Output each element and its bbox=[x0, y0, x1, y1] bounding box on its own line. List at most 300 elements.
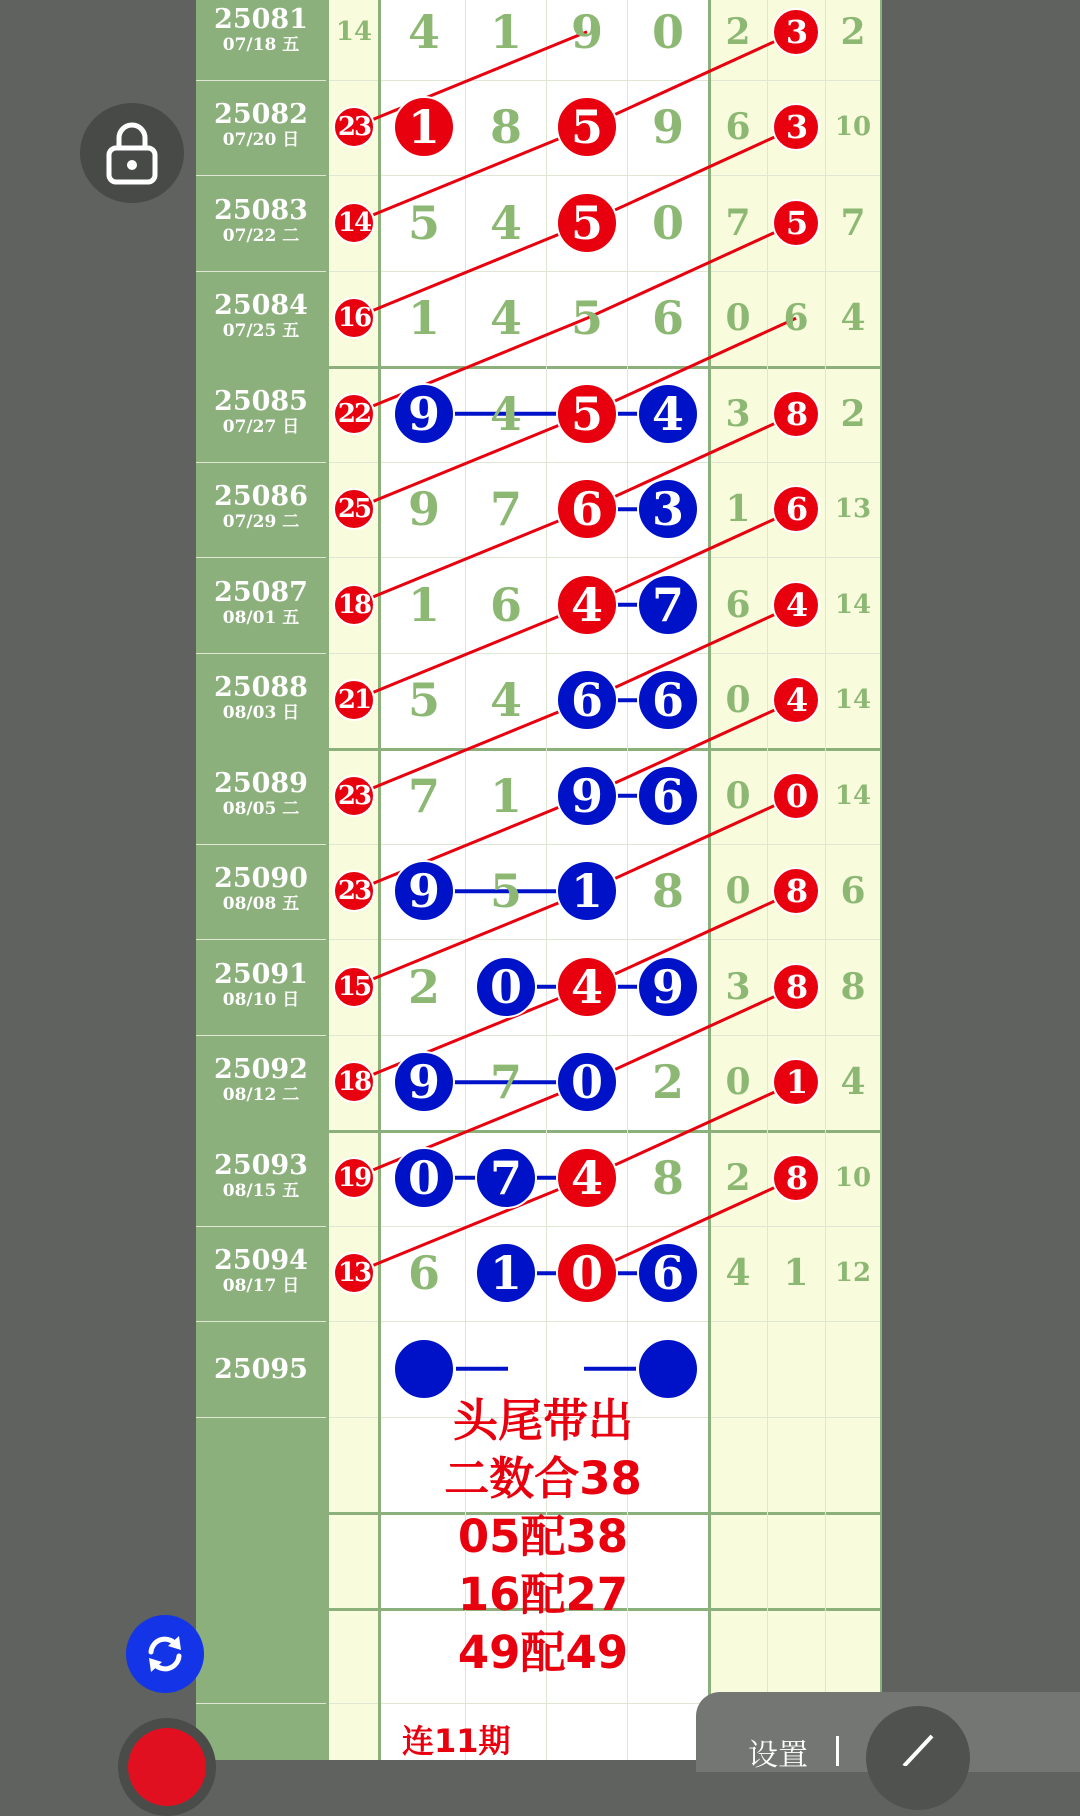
digit-cell bbox=[474, 191, 538, 255]
period-date: 08/17 日 bbox=[222, 1276, 300, 1297]
prediction-ball bbox=[637, 1338, 699, 1400]
sum-cell bbox=[332, 869, 376, 913]
side-cell bbox=[828, 866, 878, 916]
digit-ball: 4 bbox=[556, 956, 618, 1018]
sum-cell bbox=[332, 201, 376, 245]
digit-cell bbox=[474, 1146, 538, 1210]
digit-cell bbox=[392, 0, 456, 64]
digit-cell bbox=[474, 668, 538, 732]
period-label bbox=[196, 673, 326, 723]
digit-value: 9 bbox=[407, 482, 440, 537]
side-cell bbox=[828, 675, 878, 725]
digit-value: 2 bbox=[407, 959, 440, 1014]
digit-cell bbox=[555, 573, 619, 637]
digit-cell bbox=[636, 286, 700, 350]
side-cell bbox=[771, 962, 821, 1012]
digit-cell bbox=[474, 382, 538, 446]
digit-ball: 3 bbox=[637, 478, 699, 540]
side-value: 4 bbox=[840, 297, 866, 340]
side-ball: 8 bbox=[772, 963, 820, 1011]
prediction-ball bbox=[393, 1338, 455, 1400]
digit-ball: 6 bbox=[637, 669, 699, 731]
digit-ball: 4 bbox=[637, 383, 699, 445]
sync-button[interactable] bbox=[126, 1615, 204, 1693]
digit-cell bbox=[636, 191, 700, 255]
sum-ball: 18 bbox=[333, 584, 375, 626]
digit-cell bbox=[555, 859, 619, 923]
side-ball: 4 bbox=[772, 581, 820, 629]
digit-cell bbox=[636, 1241, 700, 1305]
connector-line bbox=[354, 796, 587, 892]
sum-ball: 22 bbox=[333, 393, 375, 435]
digit-value: 0 bbox=[651, 195, 684, 250]
side-value: 2 bbox=[725, 10, 751, 53]
period-date: 08/08 五 bbox=[222, 894, 300, 915]
side-cell bbox=[771, 771, 821, 821]
digit-ball: 7 bbox=[637, 574, 699, 636]
connector-line bbox=[354, 127, 587, 223]
period-date: 08/03 日 bbox=[222, 703, 300, 724]
period-number: 25085 bbox=[214, 385, 308, 417]
digit-cell bbox=[555, 955, 619, 1019]
period-number: 25081 bbox=[214, 3, 308, 35]
sum-cell bbox=[329, 7, 379, 57]
side-value: 3 bbox=[725, 965, 751, 1008]
connector-line bbox=[354, 509, 587, 605]
digit-value: 0 bbox=[651, 4, 684, 59]
side-value: 1 bbox=[783, 1252, 809, 1295]
side-value: 10 bbox=[834, 1162, 872, 1193]
sum-ball: 23 bbox=[333, 106, 375, 148]
side-ball: 3 bbox=[772, 103, 820, 151]
period-date: 08/05 二 bbox=[222, 798, 300, 819]
period-number: 25093 bbox=[214, 1149, 308, 1181]
connector-line bbox=[354, 700, 587, 796]
digit-ball: 9 bbox=[393, 860, 455, 922]
side-value: 14 bbox=[834, 685, 872, 716]
side-cell bbox=[828, 7, 878, 57]
period-label bbox=[196, 1355, 326, 1385]
period-label bbox=[196, 578, 326, 628]
sum-cell bbox=[332, 965, 376, 1009]
period-label bbox=[196, 5, 326, 55]
streak-note: 连11期 bbox=[402, 1722, 511, 1760]
connector-line bbox=[354, 987, 587, 1083]
digit-cell bbox=[555, 0, 619, 64]
connector-line bbox=[354, 223, 587, 319]
period-date: 08/12 二 bbox=[222, 1085, 300, 1106]
digit-cell bbox=[555, 764, 619, 828]
side-cell bbox=[771, 866, 821, 916]
period-date: 07/27 日 bbox=[222, 416, 300, 437]
side-cell bbox=[713, 102, 763, 152]
connector-line bbox=[354, 1178, 587, 1274]
period-date: 08/15 五 bbox=[222, 1180, 300, 1201]
side-ball: 8 bbox=[772, 867, 820, 915]
period-number: 25084 bbox=[214, 290, 308, 322]
side-value: 6 bbox=[725, 583, 751, 626]
note-line: 二数合38 bbox=[444, 1452, 642, 1505]
side-value: 12 bbox=[834, 1258, 872, 1289]
side-cell bbox=[713, 1057, 763, 1107]
period-number: 25089 bbox=[214, 767, 308, 799]
sum-cell bbox=[332, 487, 376, 531]
digit-cell bbox=[636, 95, 700, 159]
side-cell bbox=[771, 675, 821, 725]
digit-cell bbox=[636, 955, 700, 1019]
side-cell bbox=[828, 389, 878, 439]
digit-value: 5 bbox=[570, 291, 603, 346]
digit-cell bbox=[474, 0, 538, 64]
side-value: 6 bbox=[840, 870, 866, 913]
period-date: 08/01 五 bbox=[222, 607, 300, 628]
side-cell bbox=[771, 7, 821, 57]
digit-value: 7 bbox=[489, 1055, 522, 1110]
side-cell bbox=[713, 198, 763, 248]
digit-value: 2 bbox=[651, 1055, 684, 1110]
side-cell bbox=[713, 389, 763, 439]
side-value: 2 bbox=[725, 1156, 751, 1199]
digit-value: 8 bbox=[651, 1150, 684, 1205]
side-cell bbox=[771, 293, 821, 343]
digit-value: 7 bbox=[489, 482, 522, 537]
digit-value: 8 bbox=[489, 100, 522, 155]
sum-cell bbox=[332, 1251, 376, 1295]
side-ball: 0 bbox=[772, 772, 820, 820]
digit-cell bbox=[392, 859, 456, 923]
side-cell bbox=[828, 962, 878, 1012]
sum-cell bbox=[332, 583, 376, 627]
digit-cell bbox=[392, 477, 456, 541]
side-value: 10 bbox=[834, 112, 872, 143]
digit-cell bbox=[474, 477, 538, 541]
digit-cell bbox=[474, 859, 538, 923]
digit-ball: 6 bbox=[556, 669, 618, 731]
side-value: 8 bbox=[840, 965, 866, 1008]
digit-value: 6 bbox=[407, 1246, 440, 1301]
side-value: 0 bbox=[725, 870, 751, 913]
digit-value: 4 bbox=[489, 291, 522, 346]
period-number: 25088 bbox=[214, 672, 308, 704]
digit-cell bbox=[636, 668, 700, 732]
side-cell bbox=[771, 484, 821, 534]
digit-ball: 0 bbox=[556, 1242, 618, 1304]
side-cell bbox=[713, 962, 763, 1012]
side-value: 2 bbox=[840, 392, 866, 435]
sum-value: 14 bbox=[335, 16, 373, 47]
digit-ball: 9 bbox=[556, 765, 618, 827]
sum-ball: 18 bbox=[333, 1061, 375, 1103]
trend-chart[interactable] bbox=[196, 0, 882, 1760]
side-cell bbox=[828, 771, 878, 821]
digit-value: 5 bbox=[407, 195, 440, 250]
side-ball: 5 bbox=[772, 199, 820, 247]
side-value: 7 bbox=[840, 201, 866, 244]
period-label bbox=[196, 196, 326, 246]
sum-ball: 19 bbox=[333, 1157, 375, 1199]
period-label bbox=[196, 387, 326, 437]
digit-ball: 9 bbox=[393, 1051, 455, 1113]
digit-cell bbox=[636, 382, 700, 446]
side-ball: 1 bbox=[772, 1058, 820, 1106]
sum-cell bbox=[332, 678, 376, 722]
digit-value: 1 bbox=[489, 768, 522, 823]
period-label bbox=[196, 1246, 326, 1296]
note-line: 05配38 bbox=[457, 1510, 629, 1563]
digit-ball: 1 bbox=[556, 860, 618, 922]
note-line: 16配27 bbox=[457, 1568, 629, 1621]
digit-cell bbox=[474, 95, 538, 159]
digit-cell bbox=[392, 95, 456, 159]
digit-cell bbox=[555, 1146, 619, 1210]
side-cell bbox=[713, 675, 763, 725]
period-date: 08/10 日 bbox=[222, 989, 300, 1010]
side-ball: 3 bbox=[772, 8, 820, 56]
period-label bbox=[196, 482, 326, 532]
digit-value: 5 bbox=[407, 673, 440, 728]
side-cell bbox=[828, 293, 878, 343]
connector-line bbox=[354, 318, 587, 414]
sum-cell bbox=[332, 1156, 376, 1200]
digit-cell bbox=[392, 191, 456, 255]
digit-ball: 7 bbox=[475, 1147, 537, 1209]
side-value: 6 bbox=[725, 106, 751, 149]
period-date: 07/29 二 bbox=[222, 512, 300, 533]
connector-line bbox=[354, 32, 587, 128]
period-number: 25094 bbox=[214, 1245, 308, 1277]
period-label bbox=[196, 1151, 326, 1201]
sum-ball: 13 bbox=[333, 1252, 375, 1294]
connector-line bbox=[354, 414, 587, 510]
digit-value: 8 bbox=[651, 864, 684, 919]
digit-ball: 6 bbox=[637, 1242, 699, 1304]
period-date: 07/22 二 bbox=[222, 225, 300, 246]
digit-value: 9 bbox=[651, 100, 684, 155]
digit-ball: 0 bbox=[556, 1051, 618, 1113]
side-ball: 6 bbox=[783, 297, 809, 340]
digit-value: 4 bbox=[407, 4, 440, 59]
digit-cell bbox=[474, 955, 538, 1019]
pen-tool-button[interactable] bbox=[118, 1718, 216, 1816]
period-date: 07/18 五 bbox=[222, 34, 300, 55]
pen-icon bbox=[128, 1728, 206, 1806]
digit-cell bbox=[555, 1241, 619, 1305]
digit-cell bbox=[636, 764, 700, 828]
sum-ball: 15 bbox=[333, 966, 375, 1008]
side-cell bbox=[713, 580, 763, 630]
sum-ball: 14 bbox=[333, 202, 375, 244]
digit-cell bbox=[474, 286, 538, 350]
note-line: 49配49 bbox=[457, 1626, 629, 1679]
period-label bbox=[196, 864, 326, 914]
side-cell bbox=[713, 1248, 763, 1298]
note-line: 头尾带出 bbox=[452, 1394, 633, 1447]
digit-ball: 4 bbox=[556, 574, 618, 636]
period-date: 07/20 日 bbox=[222, 130, 300, 151]
edit-icon bbox=[866, 1706, 970, 1766]
side-value: 4 bbox=[725, 1252, 751, 1295]
sync-icon bbox=[141, 1630, 189, 1678]
period-number: 25092 bbox=[214, 1054, 308, 1086]
digit-cell bbox=[636, 859, 700, 923]
side-value: 7 bbox=[725, 201, 751, 244]
digit-ball: 5 bbox=[556, 192, 618, 254]
side-cell bbox=[828, 580, 878, 630]
period-label bbox=[196, 291, 326, 341]
digit-ball: 4 bbox=[556, 1147, 618, 1209]
connector-line bbox=[354, 605, 587, 701]
digit-ball: 1 bbox=[475, 1242, 537, 1304]
sum-ball: 21 bbox=[333, 679, 375, 721]
digit-cell bbox=[636, 477, 700, 541]
side-cell bbox=[828, 102, 878, 152]
settings-button[interactable]: 设置 bbox=[748, 1738, 808, 1773]
lock-icon bbox=[105, 120, 159, 186]
side-cell bbox=[828, 1057, 878, 1107]
digit-cell bbox=[474, 1241, 538, 1305]
side-value: 1 bbox=[725, 488, 751, 531]
period-label bbox=[196, 1055, 326, 1105]
period-label bbox=[196, 100, 326, 150]
side-cell bbox=[771, 389, 821, 439]
digit-cell bbox=[474, 573, 538, 637]
toolbar-divider bbox=[836, 1736, 839, 1766]
period-date: 07/25 五 bbox=[222, 321, 300, 342]
digit-value: 9 bbox=[570, 4, 603, 59]
connector-line bbox=[354, 891, 587, 987]
period-number: 25091 bbox=[214, 958, 308, 990]
side-cell bbox=[771, 580, 821, 630]
digit-ball: 1 bbox=[393, 96, 455, 158]
digit-cell bbox=[555, 95, 619, 159]
side-cell bbox=[713, 484, 763, 534]
side-value: 0 bbox=[725, 679, 751, 722]
period-label bbox=[196, 960, 326, 1010]
digit-value: 4 bbox=[489, 673, 522, 728]
digit-value: 4 bbox=[489, 195, 522, 250]
digit-value: 1 bbox=[407, 291, 440, 346]
period-number: 25086 bbox=[214, 481, 308, 513]
sum-cell bbox=[332, 392, 376, 436]
connector-line bbox=[354, 1082, 587, 1178]
side-cell bbox=[771, 1248, 821, 1298]
lock-button[interactable] bbox=[80, 103, 184, 203]
side-cell bbox=[713, 1153, 763, 1203]
digit-cell bbox=[555, 1050, 619, 1114]
digit-cell bbox=[392, 573, 456, 637]
side-value: 0 bbox=[725, 1061, 751, 1104]
digit-value: 6 bbox=[489, 577, 522, 632]
side-value: 14 bbox=[834, 589, 872, 620]
side-cell bbox=[828, 1248, 878, 1298]
period-number: 25095 bbox=[214, 1353, 308, 1385]
period-number: 25082 bbox=[214, 99, 308, 131]
digit-ball: 9 bbox=[637, 956, 699, 1018]
digit-cell bbox=[392, 955, 456, 1019]
digit-cell bbox=[392, 286, 456, 350]
digit-cell bbox=[636, 1146, 700, 1210]
sum-ball: 16 bbox=[333, 297, 375, 339]
digit-ball: 0 bbox=[393, 1147, 455, 1209]
period-number: 25083 bbox=[214, 194, 308, 226]
sum-ball: 23 bbox=[333, 775, 375, 817]
digit-value: 4 bbox=[489, 386, 522, 441]
side-cell bbox=[771, 1153, 821, 1203]
digit-cell bbox=[555, 668, 619, 732]
side-cell bbox=[771, 198, 821, 248]
side-cell bbox=[713, 866, 763, 916]
side-cell bbox=[713, 293, 763, 343]
sum-cell bbox=[332, 774, 376, 818]
digit-cell bbox=[555, 191, 619, 255]
side-value: 3 bbox=[725, 392, 751, 435]
digit-cell bbox=[636, 1050, 700, 1114]
side-value: 0 bbox=[725, 774, 751, 817]
sum-cell bbox=[332, 105, 376, 149]
side-cell bbox=[828, 484, 878, 534]
digit-cell bbox=[392, 1241, 456, 1305]
digit-ball: 5 bbox=[556, 96, 618, 158]
digit-cell bbox=[555, 477, 619, 541]
digit-ball: 6 bbox=[637, 765, 699, 827]
digit-cell bbox=[392, 1146, 456, 1210]
digit-cell bbox=[555, 286, 619, 350]
side-cell bbox=[828, 198, 878, 248]
digit-cell bbox=[392, 1050, 456, 1114]
period-number: 25090 bbox=[214, 863, 308, 895]
side-cell bbox=[771, 1057, 821, 1107]
sum-cell bbox=[332, 296, 376, 340]
digit-value: 6 bbox=[651, 291, 684, 346]
digit-cell bbox=[555, 382, 619, 446]
digit-cell bbox=[474, 764, 538, 828]
side-cell bbox=[713, 771, 763, 821]
digit-ball: 6 bbox=[556, 478, 618, 540]
side-cell bbox=[771, 102, 821, 152]
digit-cell bbox=[392, 764, 456, 828]
digit-value: 1 bbox=[489, 4, 522, 59]
digit-cell bbox=[636, 0, 700, 64]
digit-ball: 5 bbox=[556, 383, 618, 445]
digit-cell bbox=[392, 382, 456, 446]
side-cell bbox=[828, 1153, 878, 1203]
side-ball: 6 bbox=[772, 485, 820, 533]
side-value: 4 bbox=[840, 1061, 866, 1104]
digit-ball: 9 bbox=[393, 383, 455, 445]
side-value: 14 bbox=[834, 780, 872, 811]
digit-cell bbox=[636, 573, 700, 637]
sum-cell bbox=[332, 1060, 376, 1104]
side-ball: 8 bbox=[772, 1154, 820, 1202]
period-label bbox=[196, 769, 326, 819]
side-cell bbox=[713, 7, 763, 57]
edit-button[interactable] bbox=[866, 1706, 970, 1810]
digit-cell bbox=[392, 668, 456, 732]
side-ball: 4 bbox=[772, 676, 820, 724]
rule-notes bbox=[378, 1392, 708, 1682]
digit-value: 5 bbox=[489, 864, 522, 919]
side-value: 0 bbox=[725, 297, 751, 340]
side-value: 13 bbox=[834, 494, 872, 525]
sum-ball: 23 bbox=[333, 870, 375, 912]
digit-value: 7 bbox=[407, 768, 440, 823]
digit-value: 1 bbox=[407, 577, 440, 632]
side-value: 2 bbox=[840, 10, 866, 53]
digit-ball: 0 bbox=[475, 956, 537, 1018]
side-ball: 8 bbox=[772, 390, 820, 438]
period-number: 25087 bbox=[214, 576, 308, 608]
sum-ball: 25 bbox=[333, 488, 375, 530]
